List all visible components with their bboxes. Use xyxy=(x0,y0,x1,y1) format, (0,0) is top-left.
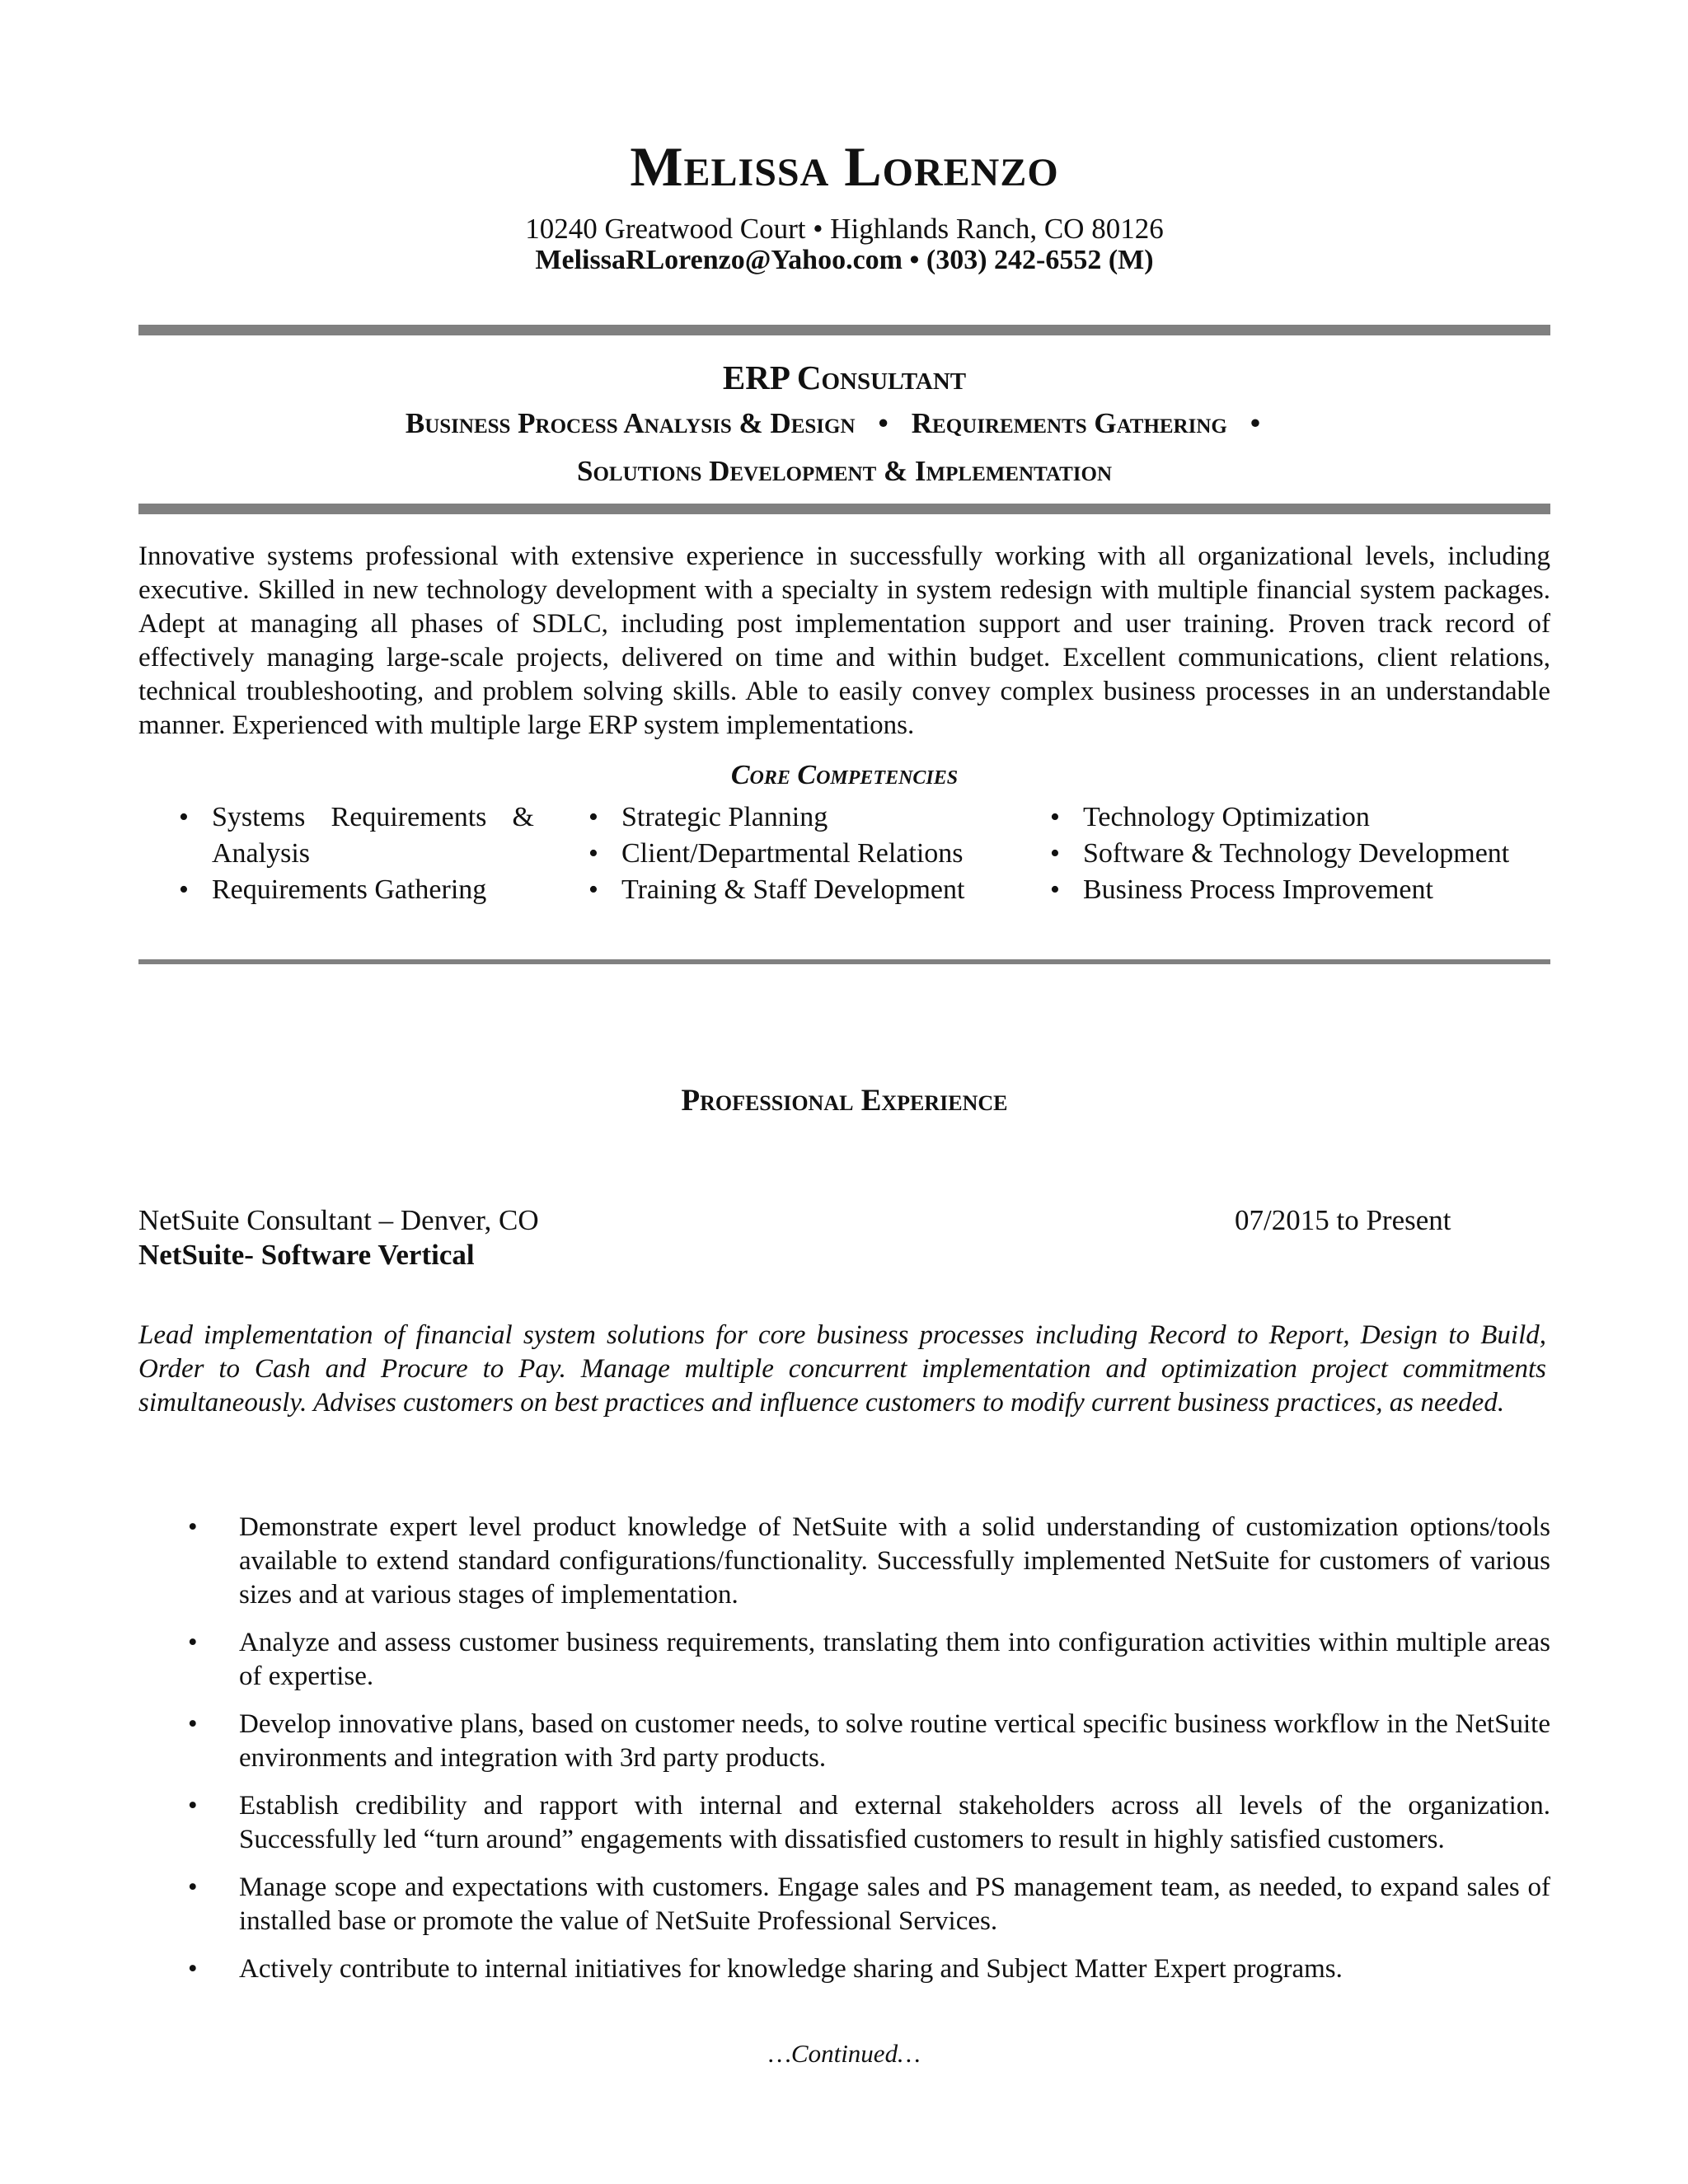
accomplishment-item xyxy=(138,1952,1550,1986)
name-first-rest: elissa xyxy=(683,135,830,198)
bullet-icon: • xyxy=(1050,802,1060,832)
headline-title: ERP Consultant xyxy=(722,359,967,396)
bullet-icon: • xyxy=(179,874,189,905)
profile-summary: Innovative systems professional with extensive experience in successfully working with all organizational levels, including executive. Skilled in new technology development with a specialty in system redesign with multiple financial system packages. Adept at managing all phases of SDLC, including post implementation support and user training. Proven track record of effectively managing large-scale projects, delivered on time and within budget. Excellent communications, client relations, technical troubleshooting, and problem solving skills. Able to easily convey complex business processes in an understandable manner. Experienced with multiple large ERP system implementations. xyxy=(138,541,1550,740)
name-last-rest: orenzo xyxy=(882,135,1059,198)
accomplishment-item xyxy=(138,1789,1550,1857)
job-summary: Lead implementation of financial system solutions for core business processes including Record to Report, Design to Build, Order to Cash and Procure to Pay. Manage multiple concurrent implementation and optimization project commitments simultaneously. Advises customers on best practices and influence customers to modify current business practices, as needed. xyxy=(138,1320,1546,1418)
specialty-requirements: Requirements Gathering xyxy=(911,407,1227,439)
candidate-name xyxy=(138,135,1550,198)
accomplishment-item xyxy=(138,1708,1550,1775)
bullet-icon: • xyxy=(188,1512,198,1542)
competency-item xyxy=(581,836,1010,872)
competency-column-2 xyxy=(581,799,1010,908)
competency-column-3 xyxy=(1043,799,1550,908)
competency-item xyxy=(1043,872,1550,908)
competency-item xyxy=(1043,836,1550,872)
accomplishment-item xyxy=(138,1871,1550,1938)
core-competencies-title: Core Competencies xyxy=(730,760,959,790)
separator-bullet: • xyxy=(878,407,889,439)
competency-column-1 xyxy=(171,799,534,908)
bullet-icon: • xyxy=(588,874,598,905)
bullet-icon: • xyxy=(188,1791,198,1821)
competency-text: Training & Staff Development xyxy=(621,874,965,905)
experience-section-title: Professional Experience xyxy=(681,1084,1008,1118)
contact-info: MelissaRLorenzo@Yahoo.com • (303) 242-6552 (M) xyxy=(535,245,1154,275)
bullet-icon: • xyxy=(188,1628,198,1657)
competency-text: Systems Requirements & Analysis xyxy=(212,802,534,869)
name-first-initial: M xyxy=(630,135,684,198)
job-accomplishments xyxy=(138,1511,1550,2000)
accomplishment-text: Establish credibility and rapport with internal and external stakeholders across all levels of the organization. Successfully led “turn around” engagements with dissatisfied customers to result in highly satisfied customers. xyxy=(239,1791,1550,1854)
competency-text: Client/Departmental Relations xyxy=(621,838,964,869)
competency-item xyxy=(581,799,1010,836)
competency-item xyxy=(581,872,1010,908)
bullet-icon: • xyxy=(588,802,598,832)
job-dates: 07/2015 to Present xyxy=(1235,1204,1451,1236)
competency-text: Business Process Improvement xyxy=(1083,874,1433,905)
continued-note: …Continued… xyxy=(768,2039,921,2068)
accomplishment-item xyxy=(138,1511,1550,1612)
accomplishment-text: Demonstrate expert level product knowledge of NetSuite with a solid understanding of customization options/tools available to extend standard configurations/functionality. Successfully implemented NetSuite for customers of various sizes and at various stages of implementation. xyxy=(239,1512,1550,1610)
address: 10240 Greatwood Court • Highlands Ranch, CO 80126 xyxy=(525,213,1164,245)
job-company: NetSuite- Software Vertical xyxy=(138,1239,475,1271)
bullet-icon: • xyxy=(1050,874,1060,905)
specialty-process-analysis: Business Process Analysis & Design xyxy=(405,407,856,439)
accomplishment-text: Analyze and assess customer business requirements, translating them into configuration activities within multiple areas of expertise. xyxy=(239,1628,1550,1691)
name-last-initial: L xyxy=(844,135,883,198)
bullet-icon: • xyxy=(588,838,598,869)
accomplishment-text: Manage scope and expectations with customers. Engage sales and PS management team, as needed, to expand sales of installed base or promote the value of NetSuite Professional Services. xyxy=(239,1872,1550,1936)
accomplishment-text: Develop innovative plans, based on customer needs, to solve routine vertical specific business workflow in the NetSuite environments and integration with 3rd party products. xyxy=(239,1709,1550,1773)
competency-text: Software & Technology Development xyxy=(1083,838,1510,869)
accomplishment-text: Actively contribute to internal initiatives for knowledge sharing and Subject Matter Expert programs. xyxy=(239,1954,1343,1984)
bullet-icon: • xyxy=(1050,838,1060,869)
competency-text: Technology Optimization xyxy=(1083,802,1370,832)
competency-text: Requirements Gathering xyxy=(212,874,487,905)
competency-item xyxy=(1043,799,1550,836)
divider-headline xyxy=(138,504,1550,514)
bullet-icon: • xyxy=(179,802,189,832)
separator-bullet: • xyxy=(1250,407,1261,439)
accomplishment-item xyxy=(138,1626,1550,1694)
competency-item xyxy=(171,799,534,872)
bullet-icon: • xyxy=(188,1709,198,1739)
bullet-icon: • xyxy=(188,1872,198,1902)
competency-item xyxy=(171,872,534,908)
specialties-line-2: Solutions Development & Implementation xyxy=(576,455,1112,487)
divider-competencies xyxy=(138,959,1550,964)
bullet-icon: • xyxy=(188,1954,198,1984)
job-position: NetSuite Consultant – Denver, CO xyxy=(138,1204,539,1236)
specialties-line-1 xyxy=(138,405,1550,442)
competency-text: Strategic Planning xyxy=(621,802,828,832)
divider-top xyxy=(138,325,1550,335)
